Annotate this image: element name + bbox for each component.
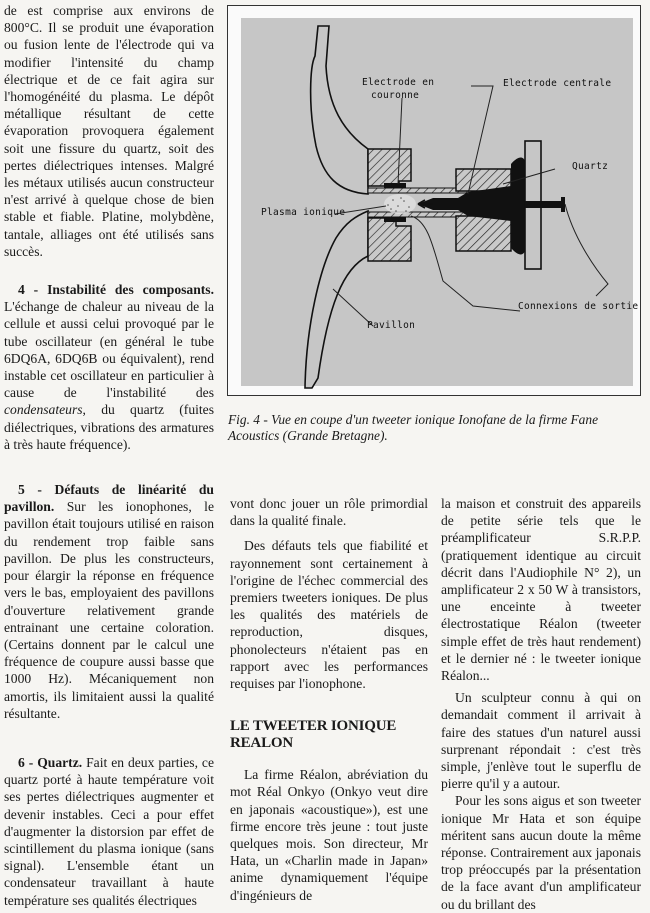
section-4-emphasis: condensateurs <box>4 402 83 418</box>
section-5-text: Sur les ionophones, le pavillon était toujours utilisé en raison du rendement trop faible sans pavillon. De plus les constructeurs, pour élargir la réponse en fréquence vers le bas, employaient des pavillons d'ouverture relativement grande entrainant une certaine coloration. (Certains donnent par le calcul une fréquence de coupure aussi basse que 1000 Hz). Mécaniquement non amortis, ils limitaient aussi la qualité résultante. <box>4 499 214 721</box>
section-4 <box>4 281 214 453</box>
section-5 <box>4 481 214 722</box>
label-quartz: Quartz <box>572 161 609 172</box>
text-column-left <box>4 2 214 909</box>
rear-stem <box>525 201 563 208</box>
label-pavillon: Pavillon <box>367 320 416 331</box>
paragraph-intro: de est comprise aux environs de 800°C. Il se produit une évaporation ou fusion lente de l'électrode qui va modifier l'intensité du champ électrique et de ce fait agira sur l'homogénéité du plasma. Le dépôt métallique résultant de cette évaporation provoquera également soit une fissure du quartz, soit des pertes diélectriques intenses. Malgré les métaux utilisés aucun constructeur n'est arrivé à quelque chose de bien stable et fiable. Platine, molybdène, tantale, alliages ont été utilisés sans succès. <box>4 3 214 259</box>
rear-connector <box>561 197 565 212</box>
section-4-text-end: , du quartz (fuites diélectriques, vibrations des armatures à très haute fréquence). <box>4 402 214 452</box>
paragraph-realon-intro: La firme Réalon, abréviation du mot Réal Onkyo (Onkyo veut dire en japonais «acoustique»), est une firme encore très jeune : tout juste quelques mois. Son directeur, Mr Hata, un «Charlin made in Japan» anime dynamiquement l'équipe d'ingénieurs de <box>230 767 428 903</box>
paragraph-defects: Des défauts tels que fiabilité et rayonnement sont certainement à l'origine de l'échec commercial des premiers tweeters ioniques. De plus les qualités des matériels de reproduction, disques, phonolecteurs n'étaient pas en rapport avec les performances requises par l'ionophone. <box>230 538 428 692</box>
section-6-heading: 6 - Quartz. <box>18 754 83 770</box>
label-plasma-ionique: Plasma ionique <box>261 207 346 218</box>
section-6 <box>4 754 214 909</box>
ring-electrode-upper <box>384 183 406 188</box>
text-column-right <box>441 495 641 913</box>
paragraph-sculptor: Un sculpteur connu à qui on demandait comment il arrivait à faire des statues d'un naturel aussi surprenant répondait : c'est très simple, j'enlève tout le superflu de pierre qu'il y a autour. <box>441 690 641 792</box>
text-column-middle <box>230 495 428 904</box>
section-4-text: L'échange de chaleur au niveau de la cellule et aussi celui provoqué par le tube oscillateur (en général le tube 6DQ6A, 6DQ6B ou équivalent), rend instable cet oscillateur en particulier à cause de l'instabilité des <box>4 299 214 401</box>
label-electrode-couronne-1: Electrode en <box>362 77 435 88</box>
paragraph-products: la maison et construit des appareils de petite série tels que le préamplificateur S.R.P.P. (pratiquement identique au circuit décrit dans l'Audiophile N° 2), un amplificateur 2 x 50 W à transistors, une enceinte à tweeter électrostatique Réalon (tweeter simple effet de très haut rendement) et le dernier né : le tweeter ionique Réalon... <box>441 496 641 684</box>
figure-frame <box>227 5 641 396</box>
paragraph-hata: Pour les sons aigus et son tweeter ionique Mr Hata et son équipe méritent sans aucun doute la même réponse. Contrairement aux japonais trop préoccupés par la présentation de la face avant d'un amplificateur ou du brillant des <box>441 793 641 912</box>
tweeter-cross-section-diagram <box>228 6 642 397</box>
section-heading-realon: LE TWEETER IONIQUE REALON <box>230 718 397 752</box>
section-6-text: Fait en deux parties, ce quartz porté à haute température voit ses pertes diélectriques augmenter et devenir instables. Ceci a pour effet d'augmenter la distorsion par effet de scintillement du plasma ionique (sans signal). L'ensemble étant un condensateur travaillant à haute température ses qualités électriques <box>4 754 214 908</box>
ring-block-upper <box>368 149 411 186</box>
plasma-cloud <box>384 194 416 214</box>
central-electrode-base <box>511 158 525 255</box>
quartz-block-lower <box>456 216 511 251</box>
ring-electrode-lower <box>384 217 406 222</box>
label-electrode-couronne-2: couronne <box>371 90 420 101</box>
figure-caption: Fig. 4 - Vue en coupe d'un tweeter ionique Ionofane de la firme Fane Acoustics (Grande Bretagne). <box>228 412 599 443</box>
section-4-heading: 4 - Instabilité des composants. <box>18 282 214 298</box>
label-electrode-centrale: Electrode centrale <box>503 78 612 89</box>
paragraph-continuation: vont donc jouer un rôle primordial dans la qualité finale. <box>230 496 428 529</box>
label-connexions-de-sortie: Connexions de sortie <box>518 301 639 312</box>
section-5-heading: 5 - Défauts de linéarité du pavillon. <box>4 482 214 515</box>
